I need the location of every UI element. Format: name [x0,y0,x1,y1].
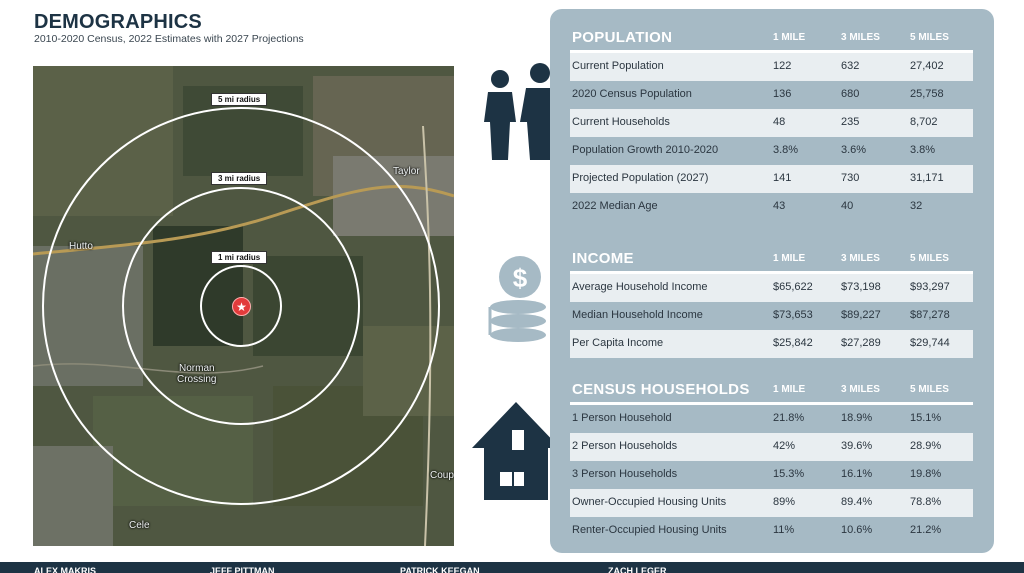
page-title: DEMOGRAPHICS [34,11,202,33]
table-row [570,137,973,165]
table-row [570,302,973,330]
cell-1-mile: 11% [773,524,795,536]
cell-5-miles: 21.2% [910,524,942,536]
income-header [570,244,973,274]
col-header-3-miles: 3 MILES [841,384,880,395]
table-row [570,517,973,545]
table-row [570,489,973,517]
row-label: Per Capita Income [572,337,664,349]
cell-3-miles: 16.1% [841,468,873,480]
cell-5-miles: 78.8% [910,496,942,508]
census-households-header [570,375,973,405]
cell-3-miles: 89.4% [841,496,873,508]
footer-bar [0,562,1024,573]
table-row [570,274,973,302]
row-label: Current Population [572,60,664,72]
radius-label-1mi: 1 mi radius [211,251,267,264]
table-row [570,165,973,193]
radius-label-5mi: 5 mi radius [211,93,267,106]
footer-name-4: ZACH LEGER [608,566,667,573]
table-row [570,109,973,137]
cell-5-miles: 15.1% [910,412,942,424]
cell-5-miles: 31,171 [910,172,944,184]
table-row [570,81,973,109]
cell-5-miles: 3.8% [910,144,936,156]
demographics-panel [550,9,994,553]
radius-label-3mi: 3 mi radius [211,172,267,185]
table-row [570,330,973,358]
page-subtitle: 2010-2020 Census, 2022 Estimates with 2027 Projections [34,33,304,45]
place-label-hutto: Hutto [69,241,93,252]
row-label: Renter-Occupied Housing Units [572,524,727,536]
row-label: 2 Person Households [572,440,678,452]
section-title: POPULATION [572,29,673,46]
col-header-5-miles: 5 MILES [910,384,949,395]
col-header-5-miles: 5 MILES [910,253,949,264]
section-title: CENSUS HOUSEHOLDS [572,381,750,398]
cell-1-mile: 43 [773,200,786,212]
place-label-norman: Norman [179,363,215,374]
cell-5-miles: $29,744 [910,337,950,349]
category-icons [466,60,561,520]
cell-5-miles: $87,278 [910,309,950,321]
footer-name-2: JEFF PITTMAN [210,566,275,573]
house-icon [472,400,561,502]
cell-3-miles: $73,198 [841,281,881,293]
col-header-3-miles: 3 MILES [841,32,880,43]
population-header [570,23,973,53]
cell-3-miles: $89,227 [841,309,881,321]
cell-3-miles: $27,289 [841,337,881,349]
row-label: 3 Person Households [572,468,678,480]
cell-3-miles: 632 [841,60,860,72]
cell-1-mile: 15.3% [773,468,805,480]
section-title: INCOME [572,250,634,267]
cell-1-mile: 3.8% [773,144,799,156]
row-label: Owner-Occupied Housing Units [572,496,727,508]
cell-5-miles: 27,402 [910,60,944,72]
col-header-5-miles: 5 MILES [910,32,949,43]
row-label: Median Household Income [572,309,703,321]
cell-5-miles: 25,758 [910,88,944,100]
table-row [570,405,973,433]
place-label-taylor: Taylor [393,166,420,177]
footer-name-1: ALEX MAKRIS [34,566,97,573]
svg-text:$: $ [512,263,528,293]
col-header-1-mile: 1 MILE [773,253,806,264]
aerial-map[interactable] [33,66,454,546]
cell-3-miles: 18.9% [841,412,873,424]
cell-3-miles: 10.6% [841,524,873,536]
row-label: 2022 Median Age [572,200,658,212]
cell-1-mile: 141 [773,172,792,184]
cell-5-miles: 8,702 [910,116,938,128]
place-label-cele: Cele [129,520,150,531]
row-label: 1 Person Household [572,412,672,424]
cell-3-miles: 39.6% [841,440,873,452]
cell-5-miles: 32 [910,200,923,212]
cell-3-miles: 235 [841,116,860,128]
col-header-1-mile: 1 MILE [773,384,806,395]
income-section [570,244,973,358]
cell-5-miles: 28.9% [910,440,942,452]
location-pin[interactable] [232,297,251,316]
cell-1-mile: 136 [773,88,792,100]
row-label: Projected Population (2027) [572,172,709,184]
cell-1-mile: 122 [773,60,792,72]
place-label-coup: Coup [430,470,454,481]
cell-1-mile: 89% [773,496,796,508]
cell-3-miles: 3.6% [841,144,867,156]
col-header-3-miles: 3 MILES [841,253,880,264]
cell-1-mile: $25,842 [773,337,813,349]
star-icon: ★ [236,300,247,314]
cell-1-mile: 42% [773,440,796,452]
col-header-1-mile: 1 MILE [773,32,806,43]
cell-3-miles: 730 [841,172,860,184]
cell-1-mile: 21.8% [773,412,805,424]
place-label-crossing: Crossing [177,374,217,385]
row-label: 2020 Census Population [572,88,692,100]
row-label: Population Growth 2010-2020 [572,144,719,156]
footer-name-3: PATRICK KEEGAN [400,566,480,573]
cell-1-mile: $73,653 [773,309,813,321]
table-row [570,461,973,489]
cell-3-miles: 40 [841,200,854,212]
money-stack-icon [488,255,558,350]
population-section [570,23,973,221]
cell-1-mile: 48 [773,116,786,128]
cell-1-mile: $65,622 [773,281,813,293]
table-row [570,193,973,221]
row-label: Current Households [572,116,670,128]
cell-5-miles: $93,297 [910,281,950,293]
table-row [570,53,973,81]
cell-3-miles: 680 [841,88,860,100]
cell-5-miles: 19.8% [910,468,942,480]
census-households-section [570,375,973,545]
table-row [570,433,973,461]
row-label: Average Household Income [572,281,708,293]
